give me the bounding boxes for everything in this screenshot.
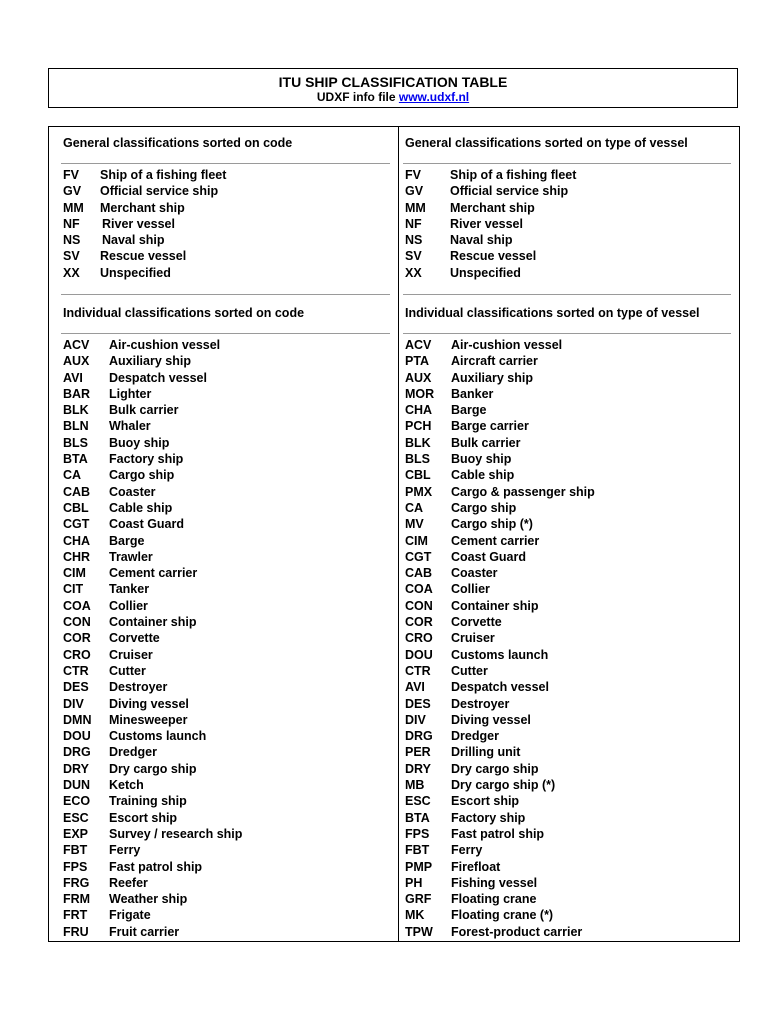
classification-row [405,353,739,369]
classification-row [63,630,398,646]
classification-row [405,777,739,793]
classification-code: DRG [63,745,91,760]
classification-code: BTA [405,810,430,825]
classification-row [405,337,739,353]
classification-code: FPS [63,859,88,874]
classification-row [63,386,398,402]
vessel-type: Collier [451,582,490,597]
classification-row [63,216,398,232]
vessel-type: Dredger [451,729,499,744]
classification-row [405,761,739,777]
classification-code: CTR [63,663,89,678]
vessel-type: Barge [109,533,145,548]
vessel-type: Buoy ship [451,452,512,467]
vessel-type: Destroyer [451,696,510,711]
classification-code: NF [405,216,422,231]
classification-row [63,663,398,679]
classification-code: CIM [63,566,86,581]
classification-row [405,614,739,630]
classification-row [405,696,739,712]
classification-code: DMN [63,712,92,727]
divider [61,333,390,334]
classification-code: CA [405,500,424,515]
vessel-type: Cruiser [109,647,153,662]
classification-row [405,907,739,923]
classification-row [63,402,398,418]
classification-code: PMP [405,859,433,874]
classification-code: ACV [405,338,432,352]
classification-code: FV [405,168,421,182]
vessel-type: Ferry [109,843,141,858]
vessel-type: Ship of a fishing fleet [100,168,227,182]
page-subtitle [49,90,737,105]
classification-row [63,761,398,777]
classification-row [63,549,398,565]
classification-row [405,679,739,695]
vessel-type: Naval ship [450,233,513,248]
classification-row [63,435,398,451]
vessel-type: Bulk carrier [451,435,521,450]
classification-row [405,200,739,216]
udxf-link[interactable]: www.udxf.nl [398,90,470,104]
classification-row [405,647,739,663]
classification-code: CGT [405,549,432,564]
vessel-type: Cable ship [109,500,173,515]
vessel-type: Survey / research ship [109,826,243,841]
classification-code: FV [63,168,79,182]
vessel-type: Unspecified [450,265,521,280]
classification-code: ESC [63,810,89,825]
classification-row [405,533,739,549]
classification-row [63,248,398,264]
classification-row [405,500,739,516]
vessel-type: Coast Guard [451,549,527,564]
vessel-type: River vessel [450,216,523,231]
vessel-type: Tanker [109,582,150,597]
classification-code: AVI [63,370,83,385]
classification-code: DUN [63,778,91,793]
classification-code: DES [63,680,89,695]
vessel-type: Cargo ship [109,468,175,483]
vessel-type: Floating crane (*) [451,908,554,923]
classification-row [63,265,398,281]
classification-row [405,484,739,500]
classification-code: MM [63,200,84,215]
classification-code: PMX [405,484,433,499]
classification-code: CON [405,598,433,613]
classification-row [405,216,739,232]
classification-row [405,581,739,597]
classification-row [405,810,739,826]
classification-code: DIV [405,712,426,727]
divider [61,294,390,295]
classification-row [405,630,739,646]
classification-code: TPW [405,924,433,939]
classification-code: NS [405,233,423,248]
vessel-type: Trawler [109,549,153,564]
classification-code: BLK [63,403,89,418]
classification-code: CHA [63,533,91,548]
classification-code: BAR [63,386,91,401]
vessel-type: Dry cargo ship (*) [451,778,556,793]
classification-row [63,516,398,532]
vessel-type: Ketch [109,778,144,793]
classification-row [405,663,739,679]
vessel-type: Cutter [451,663,488,678]
classification-row [63,353,398,369]
classification-code: FBT [405,843,430,858]
classification-code: CGT [63,517,90,532]
classification-row [405,451,739,467]
classification-code: DIV [63,696,84,711]
classification-code: FRG [63,875,90,890]
classification-row [63,859,398,875]
classification-code: MK [405,908,425,923]
classification-code: CHR [63,549,91,564]
divider [61,163,390,164]
classification-code: BLK [405,435,431,450]
classification-code: ACV [63,338,90,352]
vessel-type: Factory ship [109,452,184,467]
classification-code: CRO [405,631,433,646]
classification-code: DOU [405,647,433,662]
classification-code: AUX [63,354,90,369]
classification-row [63,581,398,597]
vessel-type: Escort ship [451,794,520,809]
classification-code: EXP [63,826,89,841]
classification-row [405,418,739,434]
classification-row [405,793,739,809]
vessel-type: Fruit carrier [109,924,180,939]
classification-row [405,467,739,483]
classification-row [63,744,398,760]
classification-row [63,810,398,826]
classification-code: ECO [63,794,91,809]
classification-code: MM [405,200,426,215]
classification-row [405,549,739,565]
vessel-type: Despatch vessel [109,370,207,385]
classification-row [405,875,739,891]
vessel-type: Coaster [451,566,498,581]
vessel-type: Ship of a fishing fleet [450,168,577,182]
classification-row [63,565,398,581]
classification-row [63,337,398,353]
classification-row [405,167,739,183]
vessel-type: Customs launch [109,729,207,744]
classification-row [63,728,398,744]
classification-code: FBT [63,843,88,858]
vessel-type: Rescue vessel [100,249,187,264]
classification-row [405,891,739,907]
classification-code: CAB [63,484,91,499]
classification-code: GV [63,184,82,199]
classification-row [63,875,398,891]
general-list-code [63,167,398,281]
classification-code: BLS [63,435,88,450]
classification-code: BLS [405,452,430,467]
classification-row [63,183,398,199]
classification-row [63,924,398,940]
vessel-type: Floating crane [451,892,537,907]
vessel-type: Official service ship [450,184,569,199]
classification-row [63,418,398,434]
classification-code: CBL [405,468,431,483]
classification-code: COR [405,615,433,630]
classification-row [63,826,398,842]
subtitle-prefix: UDXF info file [316,90,399,104]
classification-row [63,696,398,712]
classification-code: FRM [63,892,91,907]
vessel-type: Cargo ship (*) [451,517,533,532]
vessel-type: Air-cushion vessel [451,338,563,352]
vessel-type: Air-cushion vessel [109,338,221,352]
vessel-type: Coast Guard [109,517,185,532]
vessel-type: Container ship [109,615,197,630]
vessel-type: Factory ship [451,810,526,825]
individual-list-code [63,337,398,940]
column-sorted-on-code [49,127,399,941]
individual-heading-type: Individual classifications sorted on type of vessel [405,306,700,320]
classification-code: DRY [405,761,431,776]
vessel-type: Cruiser [451,631,495,646]
classification-code: PER [405,745,431,760]
classification-code: FRU [63,924,89,939]
vessel-type: Dry cargo ship [109,761,197,776]
classification-row [405,598,739,614]
divider [403,333,731,334]
classification-code: FRT [63,908,88,923]
general-heading-code: General classifications sorted on code [63,136,293,150]
classification-code: BLN [63,419,89,434]
vessel-type: Unspecified [100,265,171,280]
vessel-type: Dredger [109,745,157,760]
vessel-type: Whaler [109,419,151,434]
classification-code: AUX [405,370,432,385]
vessel-type: Fast patrol ship [451,826,545,841]
classification-code: DOU [63,729,91,744]
classification-row [63,891,398,907]
classification-row [63,467,398,483]
vessel-type: Merchant ship [450,200,535,215]
classification-code: CTR [405,663,431,678]
divider [403,163,731,164]
classification-row [405,744,739,760]
classification-code: MV [405,517,424,532]
classification-code: CIT [63,582,84,597]
vessel-type: Banker [451,386,494,401]
classification-row [405,842,739,858]
classification-row [63,907,398,923]
classification-code: CON [63,615,91,630]
classification-code: FPS [405,826,430,841]
classification-code: CHA [405,403,433,418]
classification-row [405,859,739,875]
vessel-type: Diving vessel [109,696,189,711]
classification-row [63,712,398,728]
vessel-type: Lighter [109,386,152,401]
classification-code: GRF [405,892,432,907]
vessel-type: Rescue vessel [450,249,537,264]
classification-code: COA [405,582,433,597]
vessel-type: Cement carrier [451,533,540,548]
classification-row [405,826,739,842]
classification-row [63,777,398,793]
classification-code: MOR [405,386,435,401]
classification-row [405,183,739,199]
vessel-type: Buoy ship [109,435,170,450]
classification-code: ESC [405,794,431,809]
vessel-type: Destroyer [109,680,168,695]
classification-row [405,265,739,281]
classification-code: PCH [405,419,432,434]
column-sorted-on-type [399,127,739,941]
classification-row [63,167,398,183]
classification-code: CA [63,468,82,483]
general-heading-type: General classifications sorted on type of vessel [405,136,688,150]
classification-row [63,598,398,614]
vessel-type: Despatch vessel [451,680,549,695]
classification-row [63,370,398,386]
classification-code: GV [405,184,424,199]
vessel-type: Reefer [109,875,148,890]
classification-row [405,248,739,264]
classification-code: MB [405,778,425,793]
classification-row [405,565,739,581]
vessel-type: Barge carrier [451,419,529,434]
individual-heading-code: Individual classifications sorted on code [63,306,305,320]
classification-code: CAB [405,566,433,581]
vessel-type: River vessel [102,216,175,231]
classification-code: PH [405,875,423,890]
classification-code: COR [63,631,91,646]
classification-row [63,533,398,549]
vessel-type: Auxiliary ship [451,370,533,385]
vessel-type: Barge [451,403,487,418]
vessel-type: Weather ship [109,892,188,907]
individual-list-type [405,337,739,940]
vessel-type: Drilling unit [451,745,521,760]
vessel-type: Frigate [109,908,151,923]
classification-row [63,232,398,248]
vessel-type: Cutter [109,663,146,678]
classification-row [63,451,398,467]
classification-code: PTA [405,354,430,369]
classification-row [405,924,739,940]
classification-code: CIM [405,533,428,548]
general-list-type [405,167,739,281]
vessel-type: Container ship [451,598,539,613]
classification-code: CBL [63,500,89,515]
vessel-type: Aircraft carrier [451,354,538,369]
vessel-type: Naval ship [102,233,165,248]
vessel-type: Cargo & passenger ship [451,484,595,499]
classification-code: BTA [63,452,88,467]
vessel-type: Dry cargo ship [451,761,539,776]
classification-code: DRG [405,729,433,744]
classification-code: COA [63,598,91,613]
page-title: ITU SHIP CLASSIFICATION TABLE [278,74,508,90]
vessel-type: Escort ship [109,810,178,825]
vessel-type: Fast patrol ship [109,859,203,874]
vessel-type: Auxiliary ship [109,354,191,369]
classification-row [63,793,398,809]
classification-row [63,484,398,500]
classification-row [63,500,398,516]
classification-row [405,402,739,418]
title-box [48,68,738,108]
classification-code: DES [405,696,431,711]
classification-code: SV [63,249,80,264]
vessel-type: Diving vessel [451,712,531,727]
classification-row [405,435,739,451]
vessel-type: Corvette [109,631,160,646]
classification-code: SV [405,249,422,264]
classification-row [63,842,398,858]
classification-code: DRY [63,761,89,776]
classification-code: NS [63,233,81,248]
vessel-type: Ferry [451,843,483,858]
vessel-type: Forest-product carrier [451,924,583,939]
classification-row [63,614,398,630]
vessel-type: Merchant ship [100,200,185,215]
classification-code: AVI [405,680,425,695]
classification-row [63,647,398,663]
vessel-type: Training ship [109,794,187,809]
vessel-type: Firefloat [451,859,501,874]
classification-code: XX [405,265,422,280]
vessel-type: Collier [109,598,148,613]
vessel-type: Cable ship [451,468,515,483]
vessel-type: Bulk carrier [109,403,179,418]
classification-row [405,386,739,402]
classification-code: CRO [63,647,91,662]
vessel-type: Official service ship [100,184,219,199]
vessel-type: Customs launch [451,647,549,662]
classification-code: NF [63,216,80,231]
classification-row [405,712,739,728]
classification-row [405,232,739,248]
classification-row [63,200,398,216]
vessel-type: Cargo ship [451,500,517,515]
classification-row [63,679,398,695]
divider [403,294,731,295]
classification-row [405,516,739,532]
classification-grid [48,126,740,942]
vessel-type: Minesweeper [109,712,188,727]
vessel-type: Coaster [109,484,156,499]
classification-row [405,728,739,744]
vessel-type: Cement carrier [109,566,198,581]
vessel-type: Fishing vessel [451,875,538,890]
classification-code: XX [63,265,80,280]
vessel-type: Corvette [451,615,502,630]
classification-row [405,370,739,386]
